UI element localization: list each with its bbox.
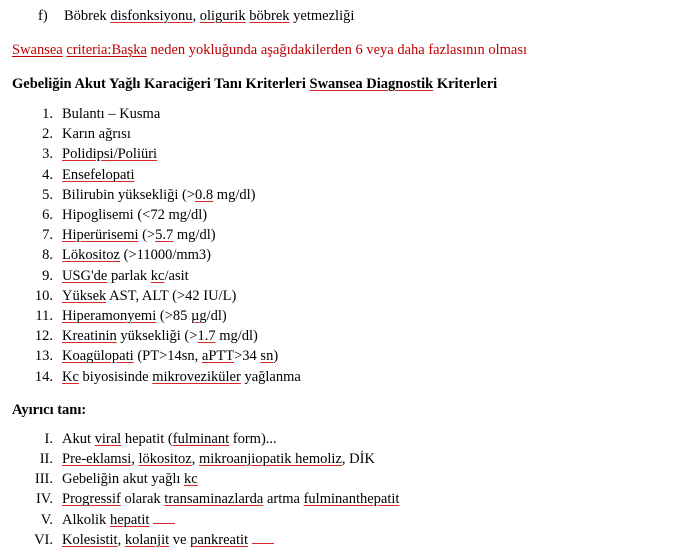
list-item-text — [62, 124, 131, 144]
list-item-text — [62, 286, 236, 306]
spellcheck-underlined-text: disfonksiyonu — [110, 8, 193, 24]
list-item-text — [62, 510, 175, 530]
list-item-number: 8. — [42, 247, 53, 264]
spellcheck-underlined-text: Hiperamonyemi — [62, 308, 157, 325]
spellcheck-underlined-text: lökositoz — [138, 451, 192, 468]
list-item-number: I. — [44, 430, 53, 447]
list-item — [0, 510, 696, 530]
list-item-text — [64, 6, 354, 26]
list-item-text — [62, 165, 134, 185]
text-run: ) — [273, 348, 279, 365]
list-item-number: V. — [40, 511, 53, 528]
text-run: /asit — [164, 267, 189, 284]
spellcheck-underlined-text: Yüksek — [62, 287, 107, 304]
list-item-number: VI. — [34, 531, 53, 548]
list-marker: f) — [38, 8, 48, 24]
list-item-text — [62, 144, 157, 164]
list-item — [0, 306, 696, 326]
list-item-number: 3. — [42, 146, 53, 163]
spellcheck-underlined-text: aPTT — [201, 348, 235, 365]
differential-diagnosis-list — [0, 420, 696, 550]
list-item-number: II. — [39, 451, 53, 468]
swansea-criteria-line — [0, 26, 696, 60]
text-run: yüksekliği (> — [116, 328, 198, 345]
list-item — [0, 469, 696, 489]
spellcheck-underline-trail — [153, 523, 175, 524]
text-run: biyosisinde — [78, 368, 153, 385]
text-run: Alkolik — [62, 511, 110, 528]
list-item-text — [62, 185, 255, 205]
text-run: , — [131, 451, 139, 468]
spellcheck-underlined-text: viral — [94, 430, 122, 447]
text-run — [149, 512, 153, 528]
list-item — [0, 326, 696, 346]
list-item — [0, 225, 696, 245]
spellcheck-underlined-text: Polidipsi/Poliüri — [62, 146, 158, 163]
text-run: Gebeliğin Akut Yağlı Karaciğeri Tanı Kriterleri — [12, 76, 310, 92]
list-item — [0, 429, 696, 449]
spellcheck-underlined-text: Kreatinin — [62, 328, 117, 345]
list-item — [0, 489, 696, 509]
list-item-text — [62, 469, 198, 489]
spellcheck-underlined-text: oligurik — [199, 8, 246, 24]
list-item-text — [62, 266, 189, 286]
list-item-number: III. — [34, 471, 53, 488]
text-run: Gebeliğin akut yağlı — [62, 471, 185, 488]
list-item-text — [62, 489, 399, 509]
text-run: yetmezliği — [289, 8, 355, 24]
list-item — [0, 124, 696, 144]
list-item — [0, 165, 696, 185]
text-run: , — [191, 451, 199, 468]
spellcheck-underlined-text: Swansea — [12, 42, 63, 58]
list-item — [0, 449, 696, 469]
spellcheck-underlined-text: µg — [191, 308, 207, 325]
text-run: form)... — [229, 430, 277, 447]
list-item-number: 10. — [34, 287, 53, 304]
text-run: mg/dl) — [213, 186, 256, 203]
list-item-text — [62, 104, 160, 124]
spellcheck-underlined-text: mikroveziküler — [152, 368, 241, 385]
spellcheck-underlined-text: Kc — [62, 368, 79, 385]
spellcheck-underlined-text: Ensefelopati — [62, 166, 135, 183]
spellcheck-underlined-text: fulminant — [172, 430, 230, 447]
list-item — [0, 104, 696, 124]
spellcheck-underline-trail — [252, 543, 274, 544]
spellcheck-underlined-text: 1.7 — [197, 328, 216, 345]
list-item-text — [62, 449, 375, 469]
spellcheck-underlined-text: kc — [150, 267, 165, 284]
text-run — [248, 532, 252, 548]
text-run: Akut — [62, 430, 95, 447]
text-run: (>85 — [156, 308, 191, 325]
list-item — [0, 245, 696, 265]
spellcheck-underlined-text: Kolesistit — [62, 531, 118, 548]
spellcheck-underlined-text: 5.7 — [155, 227, 174, 244]
text-run: neden yokluğunda aşağıdakilerden 6 veya daha fazlasının olması — [146, 42, 527, 58]
spellcheck-underlined-text: transaminazlarda — [164, 491, 264, 508]
text-run: olarak — [120, 491, 165, 508]
list-item-number: 7. — [42, 227, 53, 244]
text-run: Karın ağrısı — [62, 126, 131, 143]
list-item-text — [62, 245, 211, 265]
text-run: , — [192, 8, 200, 24]
list-item-number: IV. — [35, 491, 53, 508]
differential-diagnosis-label: Ayırıcı tanı: — [12, 401, 87, 418]
text-run: ve — [169, 531, 191, 548]
criteria-list — [0, 94, 696, 387]
text-run: mg/dl) — [173, 227, 216, 244]
spellcheck-underlined-text: hepatit — [109, 511, 150, 528]
text-run: yağlanma — [240, 368, 301, 385]
text-run: AST, ALT (>42 IU/L) — [106, 287, 237, 304]
list-item-text — [62, 367, 301, 387]
spellcheck-underlined-text: Hiperürisemi — [62, 227, 139, 244]
text-run: artma — [263, 491, 304, 508]
spellcheck-underlined-text: USG'de — [62, 267, 108, 284]
list-item-text — [62, 346, 278, 366]
spellcheck-underlined-text: Pre-eklamsi — [62, 451, 132, 468]
list-item-number: 2. — [42, 126, 53, 143]
list-item-number: 14. — [34, 368, 53, 385]
text-run: Kriterleri — [433, 76, 498, 92]
list-item-number: 13. — [34, 348, 53, 365]
list-item — [0, 144, 696, 164]
list-item-text — [62, 225, 216, 245]
spellcheck-underlined-text: kc — [184, 471, 198, 488]
text-run: (PT>14sn, — [133, 348, 202, 365]
list-item-text — [62, 429, 277, 449]
spellcheck-underlined-text: Lökositoz — [62, 247, 120, 264]
spellcheck-underlined-text: böbrek — [249, 8, 290, 24]
list-item-number: 12. — [34, 328, 53, 345]
list-item-text — [62, 326, 258, 346]
list-item-number: 6. — [42, 207, 53, 224]
list-item-number: 1. — [42, 106, 53, 122]
spellcheck-underlined-text: 0.8 — [195, 186, 214, 203]
text-run: Hipoglisemi (<72 mg/dl) — [62, 207, 208, 224]
text-run: Bilirubin yüksekliği (> — [62, 186, 196, 203]
list-item-number: 9. — [42, 267, 53, 284]
text-run: hepatit ( — [121, 430, 173, 447]
text-run: parlak — [107, 267, 151, 284]
list-item — [0, 205, 696, 225]
spellcheck-underlined-text: pankreatit — [190, 531, 249, 548]
spellcheck-underlined-text: fulminanthepatit — [303, 491, 400, 508]
spellcheck-underlined-text: mikroanjiopatik hemoliz — [198, 451, 342, 468]
text-run: Böbrek — [64, 8, 111, 24]
spellcheck-underlined-text: criteria:Başka — [66, 42, 147, 58]
list-item-text — [62, 306, 227, 326]
text-run: Bulantı – Kusma — [62, 106, 161, 122]
spellcheck-underlined-text: kolanjit — [124, 531, 170, 548]
page-title — [0, 60, 696, 94]
text-run: , — [117, 531, 125, 548]
list-item — [0, 185, 696, 205]
text-run: (>11000/mm3) — [120, 247, 212, 264]
spellcheck-underlined-text: sn — [260, 348, 274, 365]
list-item-text — [62, 205, 207, 225]
text-run: /dl) — [206, 308, 227, 325]
spellcheck-underlined-text: Koagülopati — [62, 348, 134, 365]
text-run: >34 — [234, 348, 261, 365]
list-item — [0, 266, 696, 286]
text-run: , DİK — [341, 451, 375, 468]
list-item-number: 11. — [35, 308, 53, 325]
spellcheck-underlined-text: Swansea Diagnostik — [309, 76, 434, 92]
list-item — [0, 286, 696, 306]
text-run: (> — [138, 227, 156, 244]
list-item-number: 4. — [42, 166, 53, 183]
list-item-number: 5. — [42, 186, 53, 203]
list-item — [0, 346, 696, 366]
list-item-f — [0, 0, 696, 26]
text-run: mg/dl) — [215, 328, 258, 345]
spellcheck-underlined-text: Progressif — [62, 491, 121, 508]
list-item — [0, 367, 696, 387]
